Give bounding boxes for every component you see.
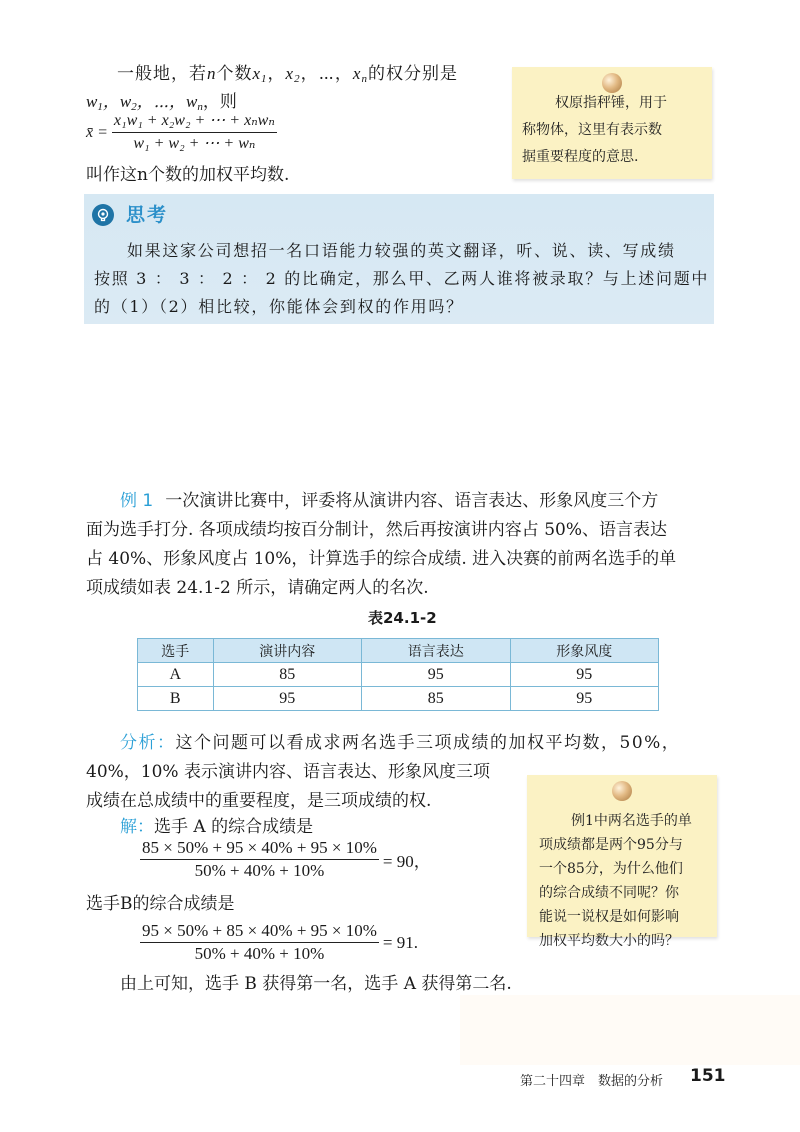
page-number: 151	[690, 1066, 726, 1086]
example-line-1	[120, 489, 658, 513]
pushpin-icon	[612, 781, 632, 801]
sep: ，	[334, 64, 353, 84]
var-x1: $x_1$	[252, 64, 268, 85]
weights-list: $w_1$，$w_2$，⋯，$w_n$	[86, 92, 203, 113]
text: ，则	[202, 92, 237, 112]
think-box	[84, 194, 714, 324]
formula-a-denominator: 50% + 40% + 10%	[194, 861, 325, 880]
analysis-line-1	[120, 731, 680, 755]
col-header: 选手	[138, 639, 214, 663]
note-line: 加权平均数大小的吗？	[539, 933, 679, 949]
cell: 95	[213, 687, 361, 711]
formula-numerator: x₁w₁ + x₂w₂ + ⋯ + xₙwₙ	[112, 110, 277, 133]
text: 选手 A 的综合成绩是	[154, 817, 314, 837]
dots: ⋯	[318, 64, 335, 84]
cell: B	[138, 687, 214, 711]
var-n: n	[207, 64, 217, 83]
scores-table	[137, 638, 659, 711]
formula-b-denominator: 50% + 40% + 10%	[194, 944, 325, 963]
cell: 95	[510, 663, 659, 687]
cell: 85	[362, 687, 510, 711]
text: 个数	[216, 64, 253, 84]
cell: 85	[213, 663, 361, 687]
think-line: 如果这家公司想招一名口语能力较强的英文翻译，听、说、读、写成绩	[127, 241, 676, 260]
conclusion: 由上可知，选手 B 获得第一名，选手 A 获得第二名.	[120, 974, 512, 994]
note-line: 权原指秤锤，用于	[555, 95, 667, 111]
think-line: 的（1）（2）相比较，你能体会到权的作用吗？	[94, 297, 464, 316]
formula-b-result: = 91.	[382, 932, 419, 952]
example-line-3: 占 40%、形象风度占 10%，计算选手的综合成绩. 进入决赛的前两名选手的单	[86, 549, 677, 569]
formula-denominator: w₁ + w₂ + ⋯ + wₙ	[133, 135, 256, 152]
weighted-mean-formula	[86, 110, 277, 155]
analysis-line-2: 40%，10% 表示演讲内容、语言表达、形象风度三项	[86, 762, 490, 782]
text: 这个问题可以看成求两名选手三项成绩的加权平均数，50%，	[175, 733, 681, 753]
text: 一般地，若	[117, 64, 207, 84]
note-line: 据重要程度的意思.	[522, 149, 639, 165]
formula-b-numerator: 95 × 50% + 85 × 40% + 95 × 10%	[140, 920, 379, 943]
example-line-2: 面为选手打分. 各项成绩均按百分制计，然后再按演讲内容占 50%、语言表达	[86, 520, 667, 540]
table-caption: 表24.1-2	[368, 609, 437, 627]
text: 一次演讲比赛中，评委将从演讲内容、语言表达、形象风度三个方	[165, 491, 659, 511]
note-line: 例1中两名选手的单	[571, 813, 692, 829]
formula-a-result: = 90，	[382, 852, 431, 871]
head-lightbulb-icon	[92, 204, 114, 226]
definition-line-1	[117, 62, 458, 91]
sticky-note-question	[527, 775, 717, 949]
col-header: 形象风度	[510, 639, 659, 663]
cell: 95	[362, 663, 510, 687]
note-line: 项成绩都是两个95分与	[539, 837, 683, 853]
solution-line-a	[120, 815, 313, 839]
table-header-row	[138, 639, 659, 663]
formula-a-numerator: 85 × 50% + 95 × 40% + 95 × 10%	[140, 837, 379, 860]
example-label: 例 1	[120, 491, 154, 511]
analysis-label: 分析：	[120, 733, 176, 753]
formula-player-a	[140, 837, 431, 882]
col-header: 演讲内容	[213, 639, 361, 663]
definition-line-3: 叫作这n个数的加权平均数.	[86, 165, 290, 185]
note-line: 的综合成绩不同呢？你	[539, 885, 679, 901]
cell: 95	[510, 687, 659, 711]
table-row	[138, 663, 659, 687]
formula-lhs: x̄ =	[86, 123, 108, 141]
analysis-line-3: 成绩在总成绩中的重要程度，是三项成绩的权.	[86, 791, 432, 811]
sticky-note-weight-origin	[512, 67, 712, 179]
solution-label: 解：	[120, 817, 154, 837]
table-row	[138, 687, 659, 711]
decorative-background-patch	[460, 995, 800, 1065]
col-header: 语言表达	[362, 639, 510, 663]
note-line: 称物体，这里有表示数	[522, 122, 662, 138]
sep: ，	[300, 64, 319, 84]
text: 的权分别是	[367, 64, 458, 84]
formula-player-b	[140, 920, 418, 965]
think-title: 思考	[126, 204, 169, 226]
var-x2: $x_2$	[285, 64, 301, 85]
note-line: 能说一说权是如何影响	[539, 909, 679, 925]
pushpin-icon	[602, 73, 622, 93]
chapter-title: 第二十四章 数据的分析	[520, 1074, 664, 1089]
think-line: 按照 3 ： 3 ： 2 ： 2 的比确定，那么甲、乙两人谁将被录取？与上述问题中	[94, 269, 710, 288]
sep: ，	[267, 64, 286, 84]
solution-line-b: 选手B的综合成绩是	[86, 894, 235, 914]
example-line-4: 项成绩如表 24.1-2 所示，请确定两人的名次.	[86, 578, 429, 598]
note-line: 一个85分，为什么他们	[539, 861, 683, 877]
var-xn: $x_n$	[352, 64, 368, 85]
cell: A	[138, 663, 214, 687]
